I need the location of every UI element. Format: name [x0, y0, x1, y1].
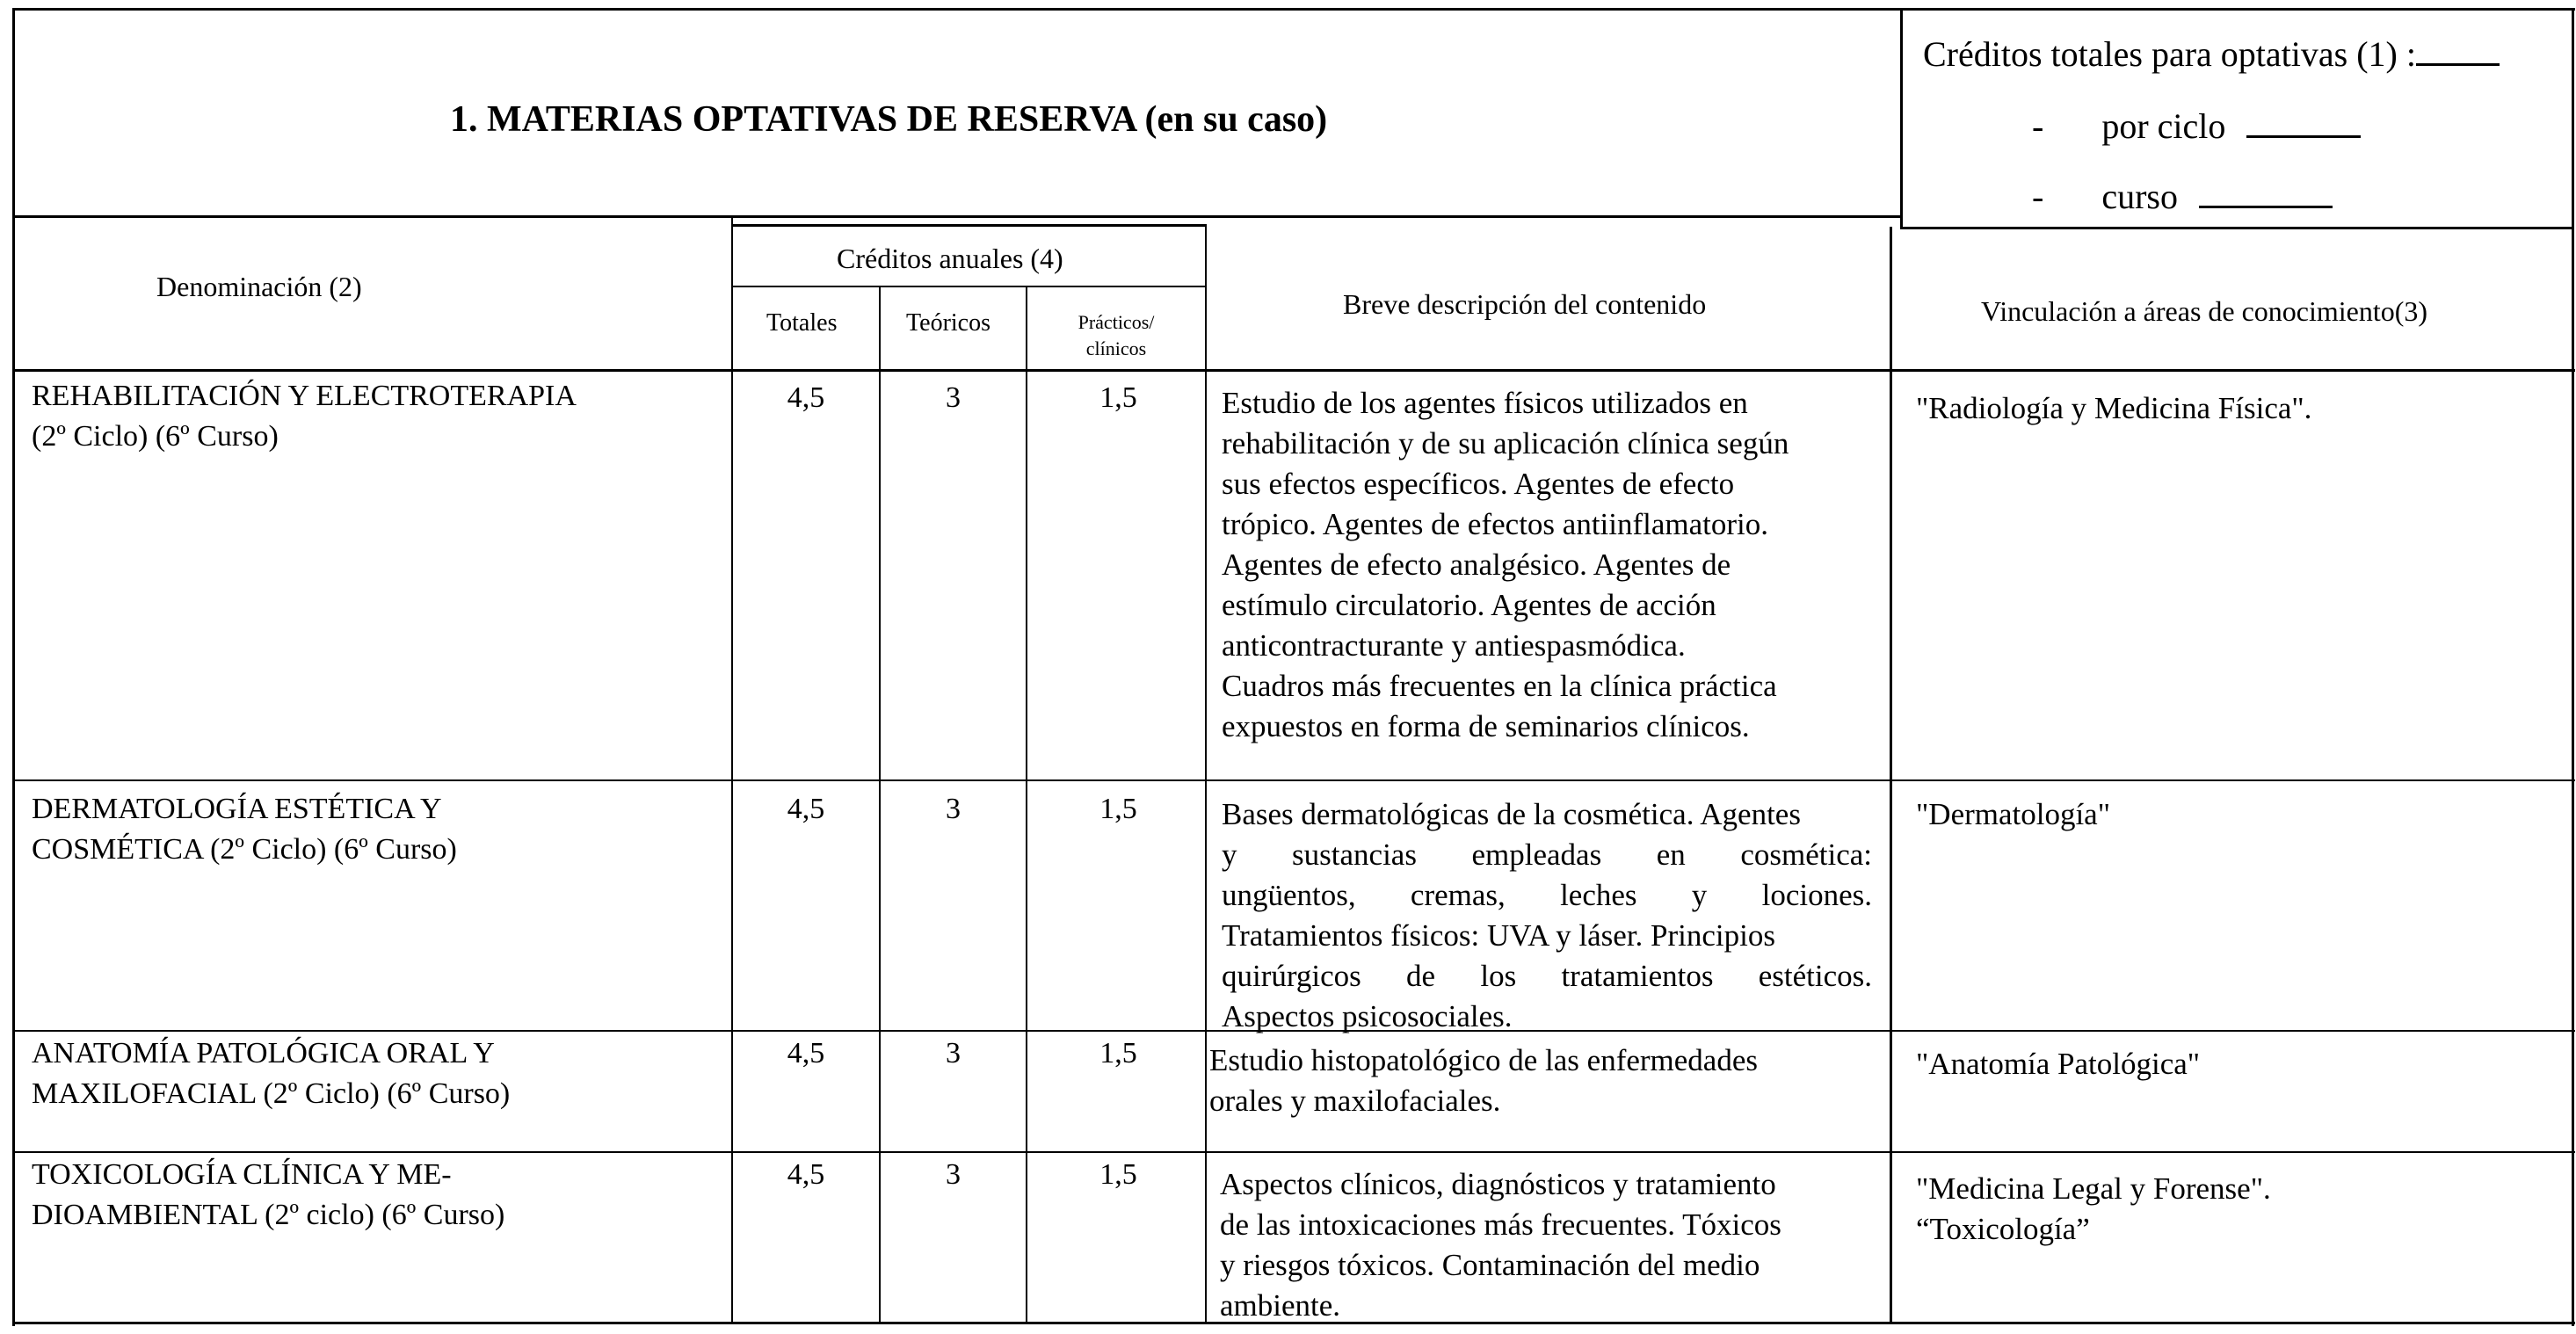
- header-teoricos: Teóricos: [906, 309, 991, 337]
- row-3-practicos: 1,5: [1099, 1037, 1137, 1069]
- row-4-totales: 4,5: [787, 1158, 825, 1191]
- header-practicos-line1: Prácticos/: [1078, 311, 1155, 333]
- row-1-areas: [1916, 388, 2311, 429]
- row-2-desc-line-5: quirúrgicos de los tratamientos estéticos.: [1222, 959, 1872, 993]
- row-3-desc-line-1: Estudio histopatológico de las enfermedades: [1209, 1043, 1759, 1077]
- row-separator-3: [12, 1151, 2575, 1153]
- per-cycle-label: por ciclo: [2101, 106, 2226, 146]
- row-1-name-line-2: (2º Ciclo) (6º Curso): [32, 420, 279, 453]
- header-vinculacion: Vinculación a áreas de conocimiento(3): [1981, 295, 2428, 327]
- row-1-desc-line-8: Cuadros más frecuentes en la clínica práctica: [1222, 669, 1777, 703]
- row-2-name-line-2: COSMÉTICA (2º Ciclo) (6º Curso): [32, 833, 457, 866]
- row-3-name-line-2: MAXILOFACIAL (2º Ciclo) (6º Curso): [32, 1077, 511, 1110]
- credits-total-blank: [2416, 33, 2500, 66]
- row-2-practicos: 1,5: [1099, 793, 1137, 825]
- row-4-practicos: 1,5: [1099, 1158, 1137, 1191]
- row-1-desc-line-7: anticontracturante y antiespasmódica.: [1222, 628, 1686, 663]
- row-1-totales: 4,5: [787, 381, 825, 414]
- row-2-name: [32, 789, 457, 870]
- row-1-desc-line-6: estímulo circulatorio. Agentes de acción: [1222, 588, 1716, 622]
- row-2-desc-line-2: y sustancias empleadas en cosmética:: [1222, 837, 1872, 872]
- header-practicos: [1035, 309, 1197, 362]
- row-2-areas: [1916, 794, 2110, 835]
- row-3-area-1: "Anatomía Patológica": [1916, 1047, 2201, 1081]
- row-4-teoricos: 3: [946, 1158, 961, 1191]
- row-4-description: [1220, 1164, 1781, 1326]
- col-line-5: [1890, 227, 1892, 1324]
- row-3-description: [1209, 1040, 1758, 1121]
- border-left: [12, 8, 15, 1326]
- row-1-desc-line-9: expuestos en forma de seminarios clínicos.: [1222, 709, 1750, 743]
- course-label: curso: [2101, 177, 2178, 216]
- border-top: [12, 8, 2575, 11]
- row-4-desc-line-3: y riesgos tóxicos. Contaminación del medio: [1220, 1248, 1760, 1282]
- row-1-name: [32, 376, 577, 457]
- row-2-desc-line-3: ungüentos, cremas, leches y lociones.: [1222, 878, 1872, 912]
- row-2-desc-line-6: Aspectos psicosociales.: [1222, 999, 1513, 1033]
- row-2-name-line-1: DERMATOLOGÍA ESTÉTICA Y: [32, 793, 442, 825]
- dash-1: -: [2032, 106, 2044, 146]
- col-line-1: [731, 215, 733, 1324]
- col-line-3: [1026, 286, 1027, 1324]
- row-separator-1: [12, 779, 2575, 781]
- row-2-area-1: "Dermatología": [1916, 797, 2111, 831]
- header-separator: [12, 369, 2575, 372]
- row-1-desc-line-5: Agentes de efecto analgésico. Agentes de: [1222, 547, 1731, 582]
- title-separator: [12, 215, 1902, 218]
- header-descripcion: Breve descripción del contenido: [1343, 288, 1707, 320]
- row-4-name: [32, 1155, 504, 1236]
- course-blank: [2199, 176, 2333, 208]
- row-3-name-line-1: ANATOMÍA PATOLÓGICA ORAL Y: [32, 1037, 495, 1069]
- row-3-name: [32, 1033, 510, 1114]
- row-4-desc-line-1: Aspectos clínicos, diagnósticos y tratamiento: [1220, 1167, 1776, 1201]
- border-right: [2572, 8, 2574, 1326]
- header-practicos-line2: clínicos: [1085, 337, 1147, 359]
- row-4-area-1: "Medicina Legal y Forense".: [1916, 1171, 2271, 1206]
- row-4-areas: [1916, 1169, 2271, 1250]
- row-1-teoricos: 3: [946, 381, 961, 414]
- row-1-desc-line-1: Estudio de los agentes físicos utilizados en: [1222, 386, 1748, 420]
- creditos-sub-line: [731, 286, 1206, 287]
- row-4-area-2: “Toxicología”: [1916, 1212, 2090, 1246]
- row-1-area-1: "Radiología y Medicina Física".: [1916, 391, 2312, 425]
- dash-2: -: [2032, 177, 2044, 216]
- credits-box-separator: [1902, 227, 2574, 229]
- row-1-desc-line-2: rehabilitación y de su aplicación clínica según: [1222, 426, 1789, 460]
- row-4-desc-line-4: ambiente.: [1220, 1288, 1341, 1323]
- row-1-description: [1222, 383, 1789, 747]
- row-2-desc-line-4: Tratamientos físicos: UVA y láser. Principios: [1222, 918, 1775, 953]
- row-1-name-line-1: REHABILITACIÓN Y ELECTROTERAPIA: [32, 380, 577, 412]
- row-2-teoricos: 3: [946, 793, 961, 825]
- header-creditos-anuales: Créditos anuales (4): [837, 243, 1063, 274]
- credits-total-text: Créditos totales para optativas (1) :: [1923, 34, 2416, 74]
- col-line-4: [1205, 224, 1207, 1324]
- row-1-desc-line-3: sus efectos específicos. Agentes de efecto: [1222, 467, 1735, 501]
- row-3-desc-line-2: orales y maxilofaciales.: [1209, 1084, 1501, 1118]
- row-2-desc-line-1: Bases dermatológicas de la cosmética. Agentes: [1222, 797, 1801, 831]
- credits-box-left-border: [1900, 8, 1903, 229]
- header-denominacion: Denominación (2): [156, 271, 362, 302]
- credits-course: [2032, 176, 2333, 217]
- header-totales: Totales: [766, 309, 838, 337]
- row-1-practicos: 1,5: [1099, 381, 1137, 414]
- row-1-desc-line-4: trópico. Agentes de efectos antiinflamatorio.: [1222, 507, 1769, 541]
- row-4-desc-line-2: de las intoxicaciones más frecuentes. Tóxicos: [1220, 1207, 1781, 1242]
- credits-total-label: [1923, 33, 2500, 75]
- row-4-name-line-2: DIOAMBIENTAL (2º ciclo) (6º Curso): [32, 1199, 505, 1231]
- row-2-totales: 4,5: [787, 793, 825, 825]
- page-title: 1. MATERIAS OPTATIVAS DE RESERVA (en su caso): [450, 99, 1328, 140]
- credits-per-cycle: [2032, 105, 2361, 147]
- row-4-name-line-1: TOXICOLOGÍA CLÍNICA Y ME-: [32, 1158, 452, 1191]
- row-3-totales: 4,5: [787, 1037, 825, 1069]
- row-3-teoricos: 3: [946, 1037, 961, 1069]
- row-2-description: [1222, 794, 1872, 1037]
- per-cycle-blank: [2246, 105, 2361, 138]
- creditos-top-line: [731, 224, 1206, 227]
- row-3-areas: [1916, 1044, 2200, 1084]
